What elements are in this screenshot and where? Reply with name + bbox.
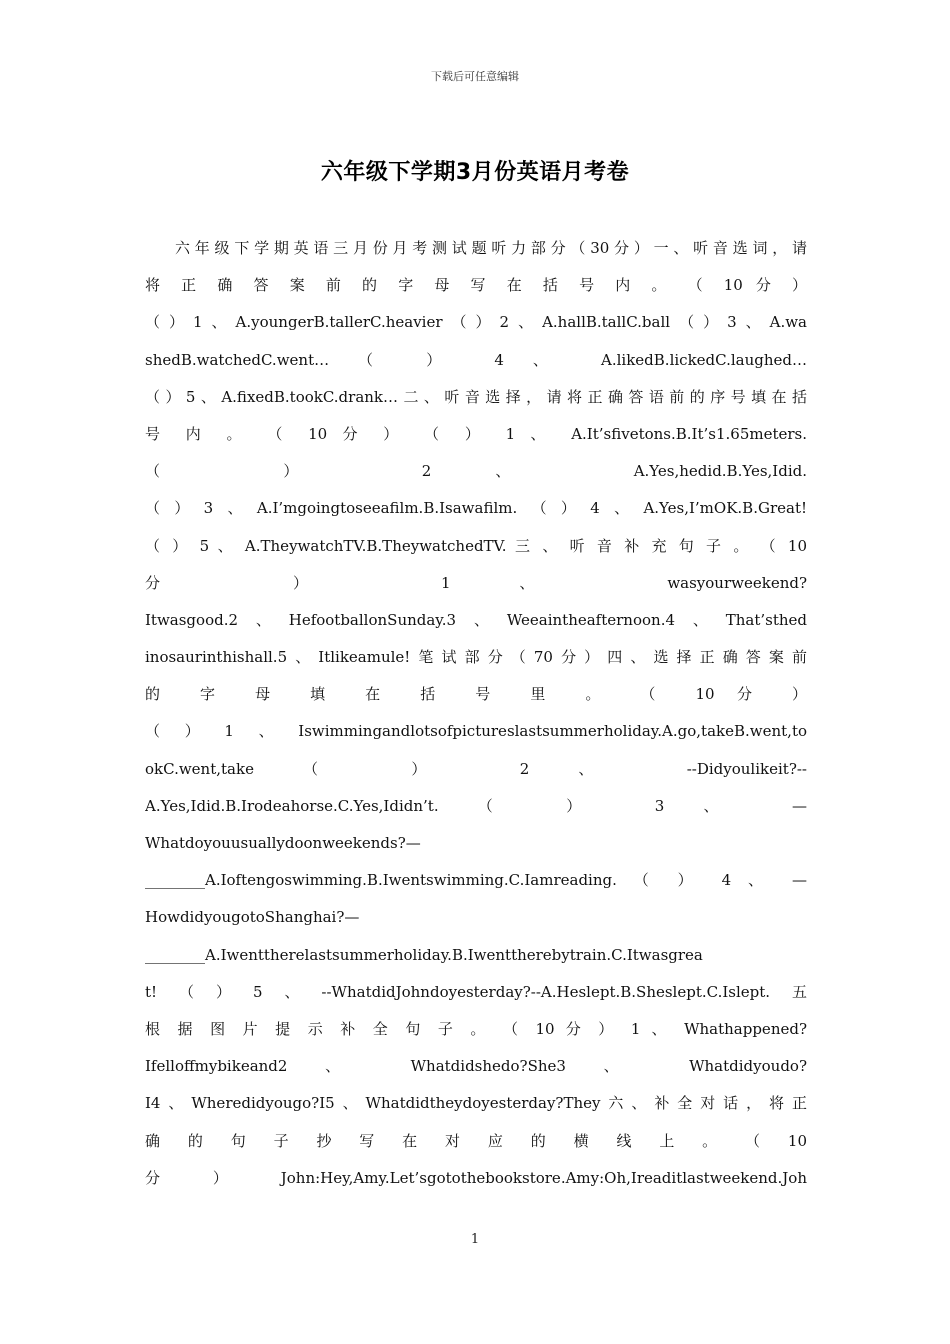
body-line: （）1、Iswimmingandlotsofpictureslastsummerholiday.A.go,takeB.went,to [145, 722, 807, 741]
body-line: ________A.Ioftengoswimming.B.Iwentswimming.C.Iamreading. （ ） 4 、 — [145, 871, 807, 890]
body-line: 六年级下学期英语三月份月考测试题听力部分（30分）一、听音选词，请 [175, 239, 807, 257]
body-line: （）5、A.fixedB.tookC.drank…二、听音选择，请将正确答语前的序号填在括 [145, 387, 807, 406]
body-line: （）1、A.youngerB.tallerC.heavier（）2、A.hallB.tallC.ball（）3、A.wa [145, 313, 807, 332]
body-line: （ ） 5 、 A.TheywatchTV.B.TheywatchedTV. 三 、 听 音 补 充 句 子 。 （ 10 [145, 536, 807, 555]
body-line: 根 据 图 片 提 示 补 全 句 子 。 （ 10 分 ） 1 、 Whathappened? [145, 1019, 807, 1038]
body-line: I4、Wheredidyougo?I5、Whatdidtheydoyesterday?They六、补全对话，将正 [145, 1094, 807, 1113]
body-line: Whatdoyouusuallydoonweekends?— [145, 834, 421, 852]
body-line: 的 字 母 填 在 括 号 里 。 （ 10 分 ） [145, 685, 807, 704]
header-note: 下载后可任意编辑 [431, 70, 519, 83]
body-line: 将 正 确 答 案 前 的 字 母 写 在 括 号 内 。 （ 10 分 ） [145, 276, 807, 295]
body-line: 确 的 句 子 抄 写 在 对 应 的 横 线 上 。 （ 10 [145, 1131, 807, 1150]
body-line: shedB.watchedC.went… （ ） 4 、 A.likedB.lickedC.laughed… [145, 350, 807, 369]
body-line: okC.went,take （ ） 2 、 --Didyoulikeit?-- [145, 759, 807, 778]
body-line: inosaurinthishall.5、Itlikeamule!笔试部分（70分）四、选择正确答案前 [145, 648, 807, 667]
document-title: 六年级下学期3月份英语月考卷 [320, 160, 630, 185]
body-line: Ifelloffmybikeand2 、 Whatdidshedo?She3 、 Whatdidyoudo? [145, 1057, 807, 1076]
body-line: 分 ） 1 、 wasyourweekend? [145, 573, 807, 592]
document-body [145, 230, 807, 1197]
body-line: A.Yes,Idid.B.Irodeahorse.C.Yes,Ididn’t. （ ） 3 、 — [145, 796, 807, 815]
body-line: HowdidyougotoShanghai?— [145, 908, 360, 927]
body-line: t!（）5、--WhatdidJohndoyesterday?--A.Heslept.B.Sheslept.C.Islept.五 [145, 982, 807, 1001]
page-number: 1 [470, 1232, 480, 1247]
body-line: （ ） 2 、 A.Yes,hedid.B.Yes,Idid. [145, 462, 807, 481]
body-line: ________A.Iwenttherelastsummerholiday.B.Iwenttherebytrain.C.Itwasgrea [145, 945, 703, 964]
body-line: Itwasgood.2、HefootballonSunday.3、Weeaintheafternoon.4、That’sthed [145, 610, 807, 629]
body-line: 分）John:Hey,Amy.Let’sgotothebookstore.Amy:Oh,Ireaditlastweekend.Joh [145, 1168, 807, 1187]
body-line: （）3、A.I’mgoingtoseeafilm.B.Isawafilm.（）4、A.Yes,I’mOK.B.Great! [145, 499, 807, 518]
body-line: 号 内 。 （ 10 分 ） （ ） 1 、 A.It’sfivetons.B.It’s1.65meters. [145, 424, 807, 443]
